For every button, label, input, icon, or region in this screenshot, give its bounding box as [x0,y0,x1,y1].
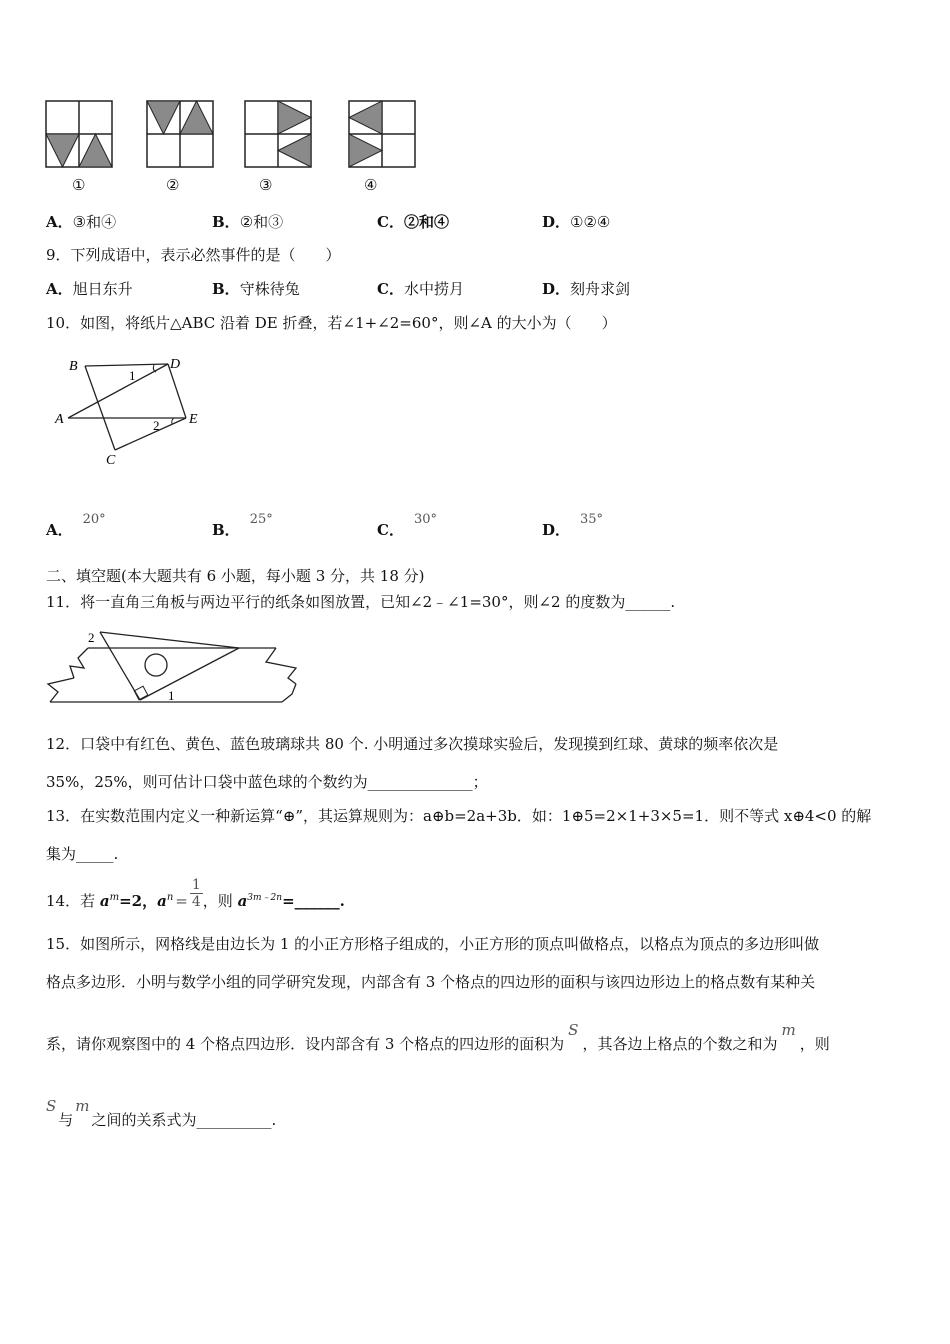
option-text: ②和④ [403,213,449,231]
q8-figure-2 [147,101,213,167]
q8-figure-label-3: ③ [259,176,273,194]
q14-mid: ，则 [202,892,238,910]
q13-line-2: 集为_____. [46,845,119,863]
q14-frac-num: 1 [191,876,201,893]
q9-option-d[interactable] [542,279,630,299]
q10-label-e: E [189,412,198,427]
q15-var-s: S [568,1021,579,1039]
option-value: 35° [580,512,604,527]
q8-option-a[interactable] [46,212,116,232]
q10-label-c: C [106,453,116,468]
q14-a-m-sup: m [109,892,120,903]
option-letter: C． [377,280,404,298]
option-letter: D． [542,521,571,539]
option-letter: B． [212,213,240,231]
q10-label-2: 2 [153,418,160,433]
option-letter: C． [377,213,404,231]
q14-prefix: 14．若 [46,892,100,910]
option-text: 旭日东升 [72,280,133,298]
q10-option-d[interactable] [542,508,604,539]
q13-line-1: 13．在实数范围内定义一种新运算“⊕”，其运算规则为：a⊕b=2a+3b．如：1⊕5=2×1+3×5=1．则不等式 x⊕4<0 的解 [46,807,872,825]
section2-title: 二、填空题(本大题共有 6 小题，每小题 3 分，共 18 分) [46,567,425,585]
q8-figure-4 [349,101,415,167]
q8-figure-label-4: ④ [364,176,378,194]
q10-label-d: D [170,357,181,372]
q10-label-a: A [55,412,64,427]
option-letter: C． [377,521,404,539]
q8-option-b[interactable] [212,212,283,232]
option-text: ①②④ [570,213,611,231]
option-letter: D． [542,213,571,231]
q10-option-c[interactable] [377,508,437,539]
option-text: 刻舟求剑 [570,280,631,298]
q10-figure [50,352,210,472]
q8-figure-label-1: ① [72,176,86,194]
q10-option-a[interactable] [46,508,106,539]
q15-line-3 [46,1021,830,1054]
q14-a-n: a [157,892,167,910]
q15-var-m: m [781,1021,796,1039]
option-text: 水中捞月 [403,280,464,298]
q12-line-2: 35%，25%，则可估计口袋中蓝色球的个数约为______________； [46,773,488,791]
q15-var-m-2: m [75,1097,90,1115]
q10-label-1: 1 [129,368,136,383]
q15-line-1: 15．如图所示，网格线是由边长为 1 的小正方形格子组成的，小正方形的顶点叫做格点，以格点为顶点的多边形叫做 [46,935,820,953]
q9-option-c[interactable] [377,279,464,299]
q15-line-3b: ，其各边上格点的个数之和为 [582,1035,778,1053]
q15-line-4 [46,1097,277,1130]
q15-line-4a: 与 [58,1111,74,1129]
q14-a-m: a [99,892,110,910]
q9-option-a[interactable] [46,279,133,299]
q15-line-4b: 之间的关系式为__________. [91,1111,277,1129]
option-letter: B． [212,280,240,298]
q15-line-3c: ，则 [799,1035,830,1053]
q10-label-b: B [69,359,78,374]
q11-figure [44,622,306,712]
q14-suffix: =______. [282,892,345,910]
option-value: 25° [249,512,273,527]
q8-option-c[interactable] [377,212,449,232]
option-letter: A． [46,280,73,298]
option-letter: D． [542,280,571,298]
q8-figure-1 [46,101,112,167]
option-value: 30° [413,512,437,527]
q14-frac-den: 4 [191,893,201,910]
option-value: 20° [82,512,106,527]
option-text: ②和③ [239,213,284,231]
q11-label-1: 1 [168,688,175,703]
q8-figure-3 [245,101,311,167]
q11-stem: 11．将一直角三角板与两边平行的纸条如图放置，已知∠2﹣∠1=30°，则∠2 的度数为______. [46,593,676,611]
q10-option-b[interactable] [212,508,273,539]
q9-option-b[interactable] [212,279,300,299]
q15-line-2: 格点多边形．小明与数学小组的同学研究发现，内部含有 3 个格点的四边形的面积与该四边形边上的格点数有某种关 [46,973,816,991]
q8-option-d[interactable] [542,212,610,232]
q11-label-2: 2 [88,630,95,645]
q9-stem: 9．下列成语中，表示必然事件的是（ ） [46,246,341,264]
option-text: ③和④ [72,213,117,231]
q12-line-1: 12．口袋中有红色、黄色、蓝色玻璃球共 80 个. 小明通过多次摸球实验后，发现摸到红球、黄球的频率依次是 [46,735,779,753]
option-letter: B． [212,521,240,539]
q8-figure-label-2: ② [166,176,180,194]
q15-line-3a: 系，请你观察图中的 4 个格点四边形．设内部含有 3 个格点的四边形的面积为 [46,1035,565,1053]
option-letter: A． [46,521,73,539]
q14-fraction [190,877,203,910]
q14-a-3m2n-sup: 3m﹣2n [247,893,283,903]
q10-stem: 10．如图，将纸片△ABC 沿着 DE 折叠，若∠1+∠2=60°，则∠A 的大小为（ ） [46,314,617,332]
q15-var-s-2: S [46,1097,57,1115]
q14-a-m-val: =2， [119,892,158,910]
option-letter: A． [46,213,73,231]
option-text: 守株待兔 [239,280,300,298]
q14-a-3m2n: a [237,892,248,910]
q14-line: 14．若 $a^m=2$，$a^n$ = $\frac{1}{4}$ ，则 $a^{3m﹣2n}=\_\_\_\_\_\_$. [46,876,345,910]
q14-a-n-sup: n [166,892,174,903]
